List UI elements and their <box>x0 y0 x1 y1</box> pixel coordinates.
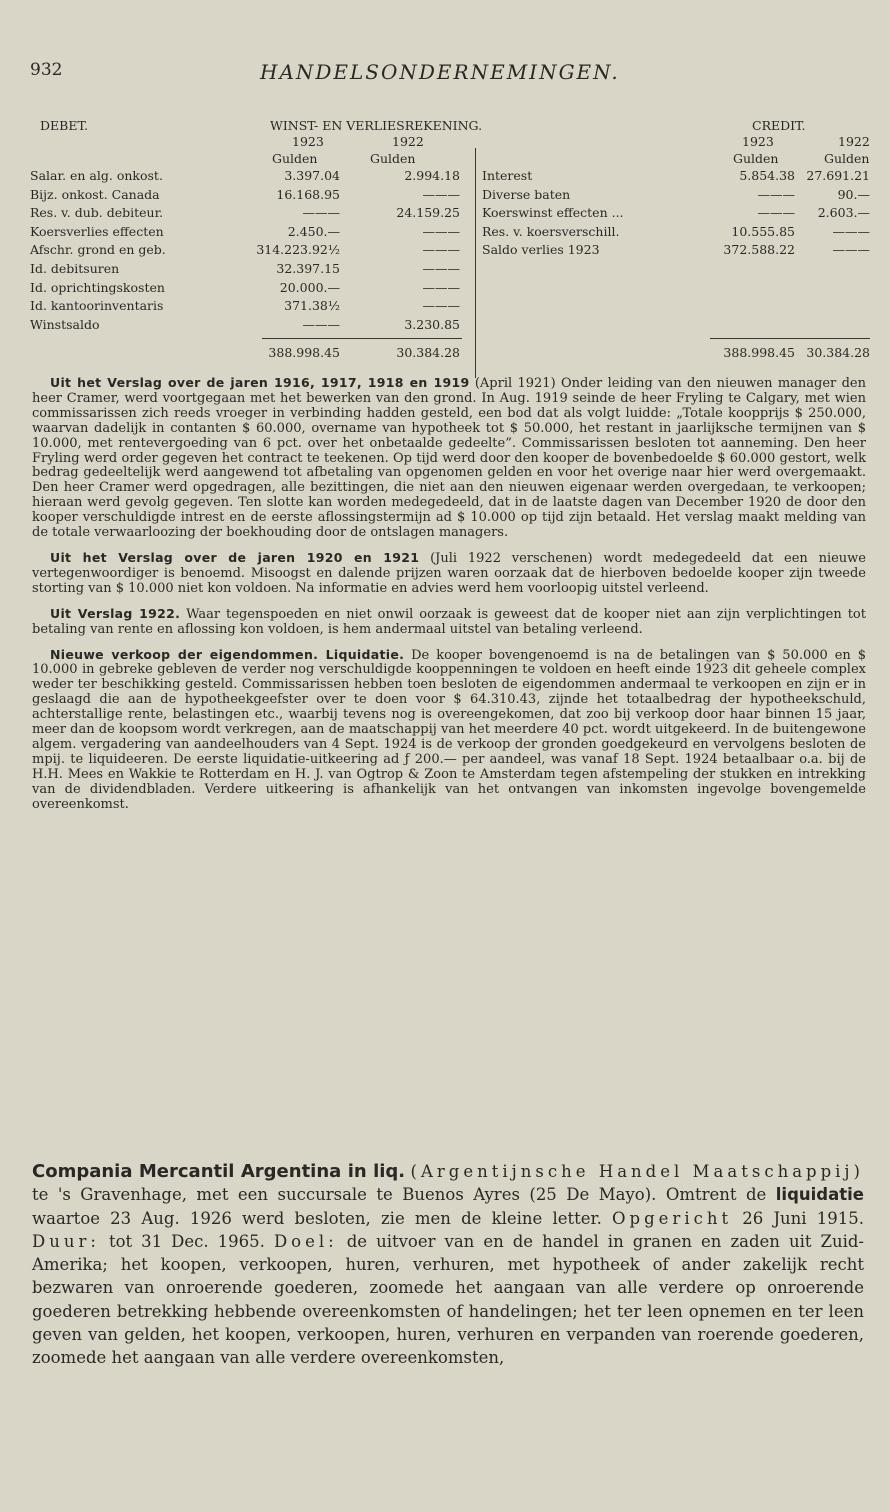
section-text: (April 1921) Onder leiding van den nieuwen manager den heer Cramer, werd voortgegaan met het bewerken van den grond. In Aug. 1919 seinde de heer Fryling te Calgary, met wien commissarissen zich reeds vroeger in verbinding hadden gesteld, een bod dat als volgt luidde: „Totale koopprijs $ 250.000, waarvan dadelijk in contanten $ 60.000, overname van hypotheek tot $ 50.000, het restant in jaarlijksche termijnen van $ 10.000, met rentevergoeding van 6 pct. over het onbetaalde gedeelte”. Commissarissen besloten tot aanneming. Den heer Fryling werd order gegeven het contract te teekenen. Op tijd werd door den kooper de bovenbedoelde $ 60.000 gestort, welk bedrag gedeeltelijk werd aangewend tot afbetaling van opgenomen gelden en voor het overige naar hier werd overgemaakt. Den heer Cramer werd opgedragen, alle bezittingen, die niet aan den nieuwen eigenaar werden overgedaan, te verkoopen; hieraan werd gevolg gegeven. Ten slotte kan worden medegedeeld, dat in de laatste dagen van December 1920 de door den kooper verschuldigde intrest en de eerste aflossingstermijn ad $ 10.000 op tijd zijn betaald. Het verslag maakt melding van de totale verwaarloozing der boekhouding door de ontslagen managers. <box>32 376 866 541</box>
company-text: waartoe 23 Aug. 1926 werd besloten, zie men de kleine letter. <box>32 1208 613 1228</box>
liquidation-term: liquidatie <box>775 1185 864 1205</box>
report-paragraph <box>32 607 866 638</box>
credit-row-value-1922: ——— <box>832 223 870 239</box>
section-text: Waar tegenspoeden en niet onwil oorzaak is geweest dat de kooper niet aan zijn verplichtingen tot betaling van rente en aflossing kon voldoen, is hem andermaal uitstel van betaling verleend. <box>32 606 866 637</box>
page-number: 932 <box>30 60 63 80</box>
company-full-name: (Argentijnsche Handel Maatschappij) <box>410 1162 864 1181</box>
section-heading: Uit het Verslag over de jaren 1920 en 1921 <box>50 549 420 565</box>
company-text: de uitvoer van en de handel in granen en zaden uit Zuid-Amerika; het koopen, verkoopen, huren, verhuren, met hypotheek of ander zakelijk recht bezwaren van onroerende goederen, zoomede het aangaan van alle verdere op onroerende goederen betrekking hebbende overeenkomsten of handelingen; het ter leen opnemen en ter leen geven van gelden, het koopen, verkoopen, huren, verhuren en verpanden van roerende goederen, zoomede het aangaan van alle verdere overeenkomsten, <box>32 1231 864 1368</box>
debit-row-value-1922: ——— <box>422 261 460 276</box>
company-text: 26 Juni 1915. <box>732 1208 864 1228</box>
credit-total-1923: 388.998.45 <box>723 345 795 360</box>
credit-row-value-1923: 10.555.85 <box>731 223 795 239</box>
credit-unit-1922: Gulden <box>824 151 870 166</box>
section-heading: Uit Verslag 1922. <box>50 605 181 621</box>
debit-year-1923: 1923 <box>292 134 324 149</box>
debit-row-value-1923: ——— <box>302 316 340 332</box>
debit-row-value-1922: ——— <box>422 242 460 258</box>
debit-unit-1922: Gulden <box>370 151 416 166</box>
debet-label: DEBET. <box>40 118 88 133</box>
credit-total-1922: 30.384.28 <box>806 345 870 360</box>
debit-row-value-1923: 314.223.92½ <box>256 242 340 258</box>
profit-loss-account <box>30 118 870 368</box>
debit-row-value-1923: 371.38½ <box>284 298 340 314</box>
ledger-divider <box>475 148 476 378</box>
section-heading: Uit het Verslag over de jaren 1916, 1917, 1918 en 1919 <box>50 375 470 390</box>
debit-row-value-1923: 20.000.— <box>279 279 340 295</box>
section-text: (Juli 1922 verschenen) wordt medegedeeld dat een nieuwe vertegenwoordiger is benoemd. Misoogst en dalende prijzen waren oorzaak dat de hierboven bedoelde kooper zijn tweede storting van $ 10.000 niet kon voldoen. Na informatie en advies werd hem voorloopig uitstel verleend. <box>32 550 866 596</box>
debit-total-1923: 388.998.45 <box>268 345 340 360</box>
debit-row-label: Res. v. dub. debiteur. <box>30 205 164 221</box>
purpose-label: Doel: <box>273 1231 338 1251</box>
debit-row-value-1922: ——— <box>422 186 460 202</box>
credit-row-label: Res. v. koersverschill. <box>482 223 620 239</box>
debit-row-value-1923: ——— <box>302 205 340 221</box>
credit-row-label: Saldo verlies 1923 <box>482 242 600 258</box>
credit-label: CREDIT. <box>752 118 806 133</box>
debit-row-value-1923: 16.168.95 <box>276 186 340 202</box>
debit-sum-line <box>262 338 462 339</box>
running-title: HANDELSONDERNEMINGEN. <box>260 60 620 84</box>
debit-row-label: Salar. en alg. onkost. <box>30 168 163 183</box>
report-paragraph <box>32 648 866 813</box>
credit-row-value-1922: ——— <box>832 242 870 258</box>
duration-label: Duur: <box>32 1231 100 1251</box>
credit-row-label: Interest <box>482 168 533 183</box>
debit-row-value-1922: ——— <box>422 223 460 239</box>
debit-row-value-1922: ——— <box>422 298 460 314</box>
debit-row-label: Id. debitsuren <box>30 261 120 276</box>
credit-unit-1923: Gulden <box>733 151 779 166</box>
company-text: te 's Gravenhage, met een succursale te Buenos Ayres (25 De Mayo). Omtrent de <box>32 1185 776 1205</box>
debit-row-label: Winstsaldo <box>30 316 100 332</box>
credit-row-value-1923: ——— <box>757 186 795 202</box>
credit-year-1923: 1923 <box>742 134 774 149</box>
credit-row-value-1922: 27.691.21 <box>806 168 870 183</box>
credit-row-value-1923: 5.854.38 <box>739 168 795 183</box>
debit-row-label: Id. kantoorinventaris <box>30 298 164 314</box>
credit-sum-line <box>710 338 870 339</box>
credit-row-value-1922: 90.— <box>837 186 870 202</box>
founded-label: Opgericht <box>612 1208 733 1228</box>
debit-row-label: Afschr. grond en geb. <box>30 242 166 258</box>
company-name: Compania Mercantil Argentina in liq. <box>32 1161 406 1182</box>
debit-row-value-1922: ——— <box>422 279 460 295</box>
debit-row-label: Bijz. onkost. Canada <box>30 186 160 202</box>
ledger-title: WINST- EN VERLIESREKENING. <box>270 118 483 133</box>
credit-row-label: Diverse baten <box>482 186 571 202</box>
company-paragraph <box>32 1160 864 1370</box>
report-paragraph <box>32 376 866 541</box>
credit-row-value-1923: 372.588.22 <box>723 242 795 258</box>
report-text <box>32 376 866 822</box>
section-heading: Nieuwe verkoop der eigendommen. Liquidatie. <box>50 646 405 662</box>
page-header <box>30 60 870 90</box>
debit-row-label: Koersverlies effecten <box>30 223 164 239</box>
debit-total-1922: 30.384.28 <box>396 345 460 360</box>
credit-row-label: Koerswinst effecten ... <box>482 205 624 221</box>
credit-row-value-1922: 2.603.— <box>817 205 870 221</box>
company-text: tot 31 Dec. 1965. <box>99 1231 274 1251</box>
debit-row-value-1922: 2.994.18 <box>404 168 460 183</box>
debit-row-value-1922: 24.159.25 <box>396 205 460 221</box>
debit-row-label: Id. oprichtingskosten <box>30 279 165 295</box>
report-paragraph <box>32 551 866 597</box>
debit-unit-1923: Gulden <box>272 151 318 166</box>
debit-row-value-1923: 3.397.04 <box>284 168 340 183</box>
section-text: De kooper bovengenoemd is na de betalingen van $ 50.000 en $ 10.000 in gebreke gebleven de verder nog verschuldigde kooppenningen te voldoen en heeft einde 1923 dit geheele complex weder ter beschikking gesteld. Commissarissen hebben toen besloten de eigendommen andermaal te verkoopen en zijn er in geslaagd die aan de hypotheekgeefster over te doen voor $ 64.310.43, zijnde het totaalbedrag der hypotheekschuld, achterstallige rente, belastingen etc., waarbij tevens nog is overeengekomen, dat zoo bij verkoop door haar binnen 15 jaar, meer dan de koopsom wordt verkregen, aan de maatschappij van het meerdere 40 pct. wordt uitgekeerd. In de buitengewone algem. vergadering van aandeelhouders van 4 Sept. 1924 is de verkoop der gronden goedgekeurd en vervolgens besloten de mpij. te liquideeren. De eerste liquidatie-uitkeering ad ƒ 200.— per aandeel, was vanaf 18 Sept. 1924 betaalbaar o.a. bij de H.H. Mees en Wakkie te Rotterdam en H. J. van Ogtrop & Zoon te Amsterdam tegen afstempeling der stukken en intrekking van de dividendbladen. Verdere uitkeering is afhankelijk van het ontvangen van inkomsten ingevolge bovengemelde overeenkomst. <box>32 647 866 812</box>
credit-year-1922: 1922 <box>838 134 870 149</box>
debit-row-value-1923: 32.397.15 <box>276 261 340 276</box>
debit-row-value-1923: 2.450.— <box>287 223 340 239</box>
debit-year-1922: 1922 <box>392 134 424 149</box>
company-entry <box>32 1160 864 1370</box>
debit-row-value-1922: 3.230.85 <box>404 316 460 332</box>
credit-row-value-1923: ——— <box>757 205 795 221</box>
